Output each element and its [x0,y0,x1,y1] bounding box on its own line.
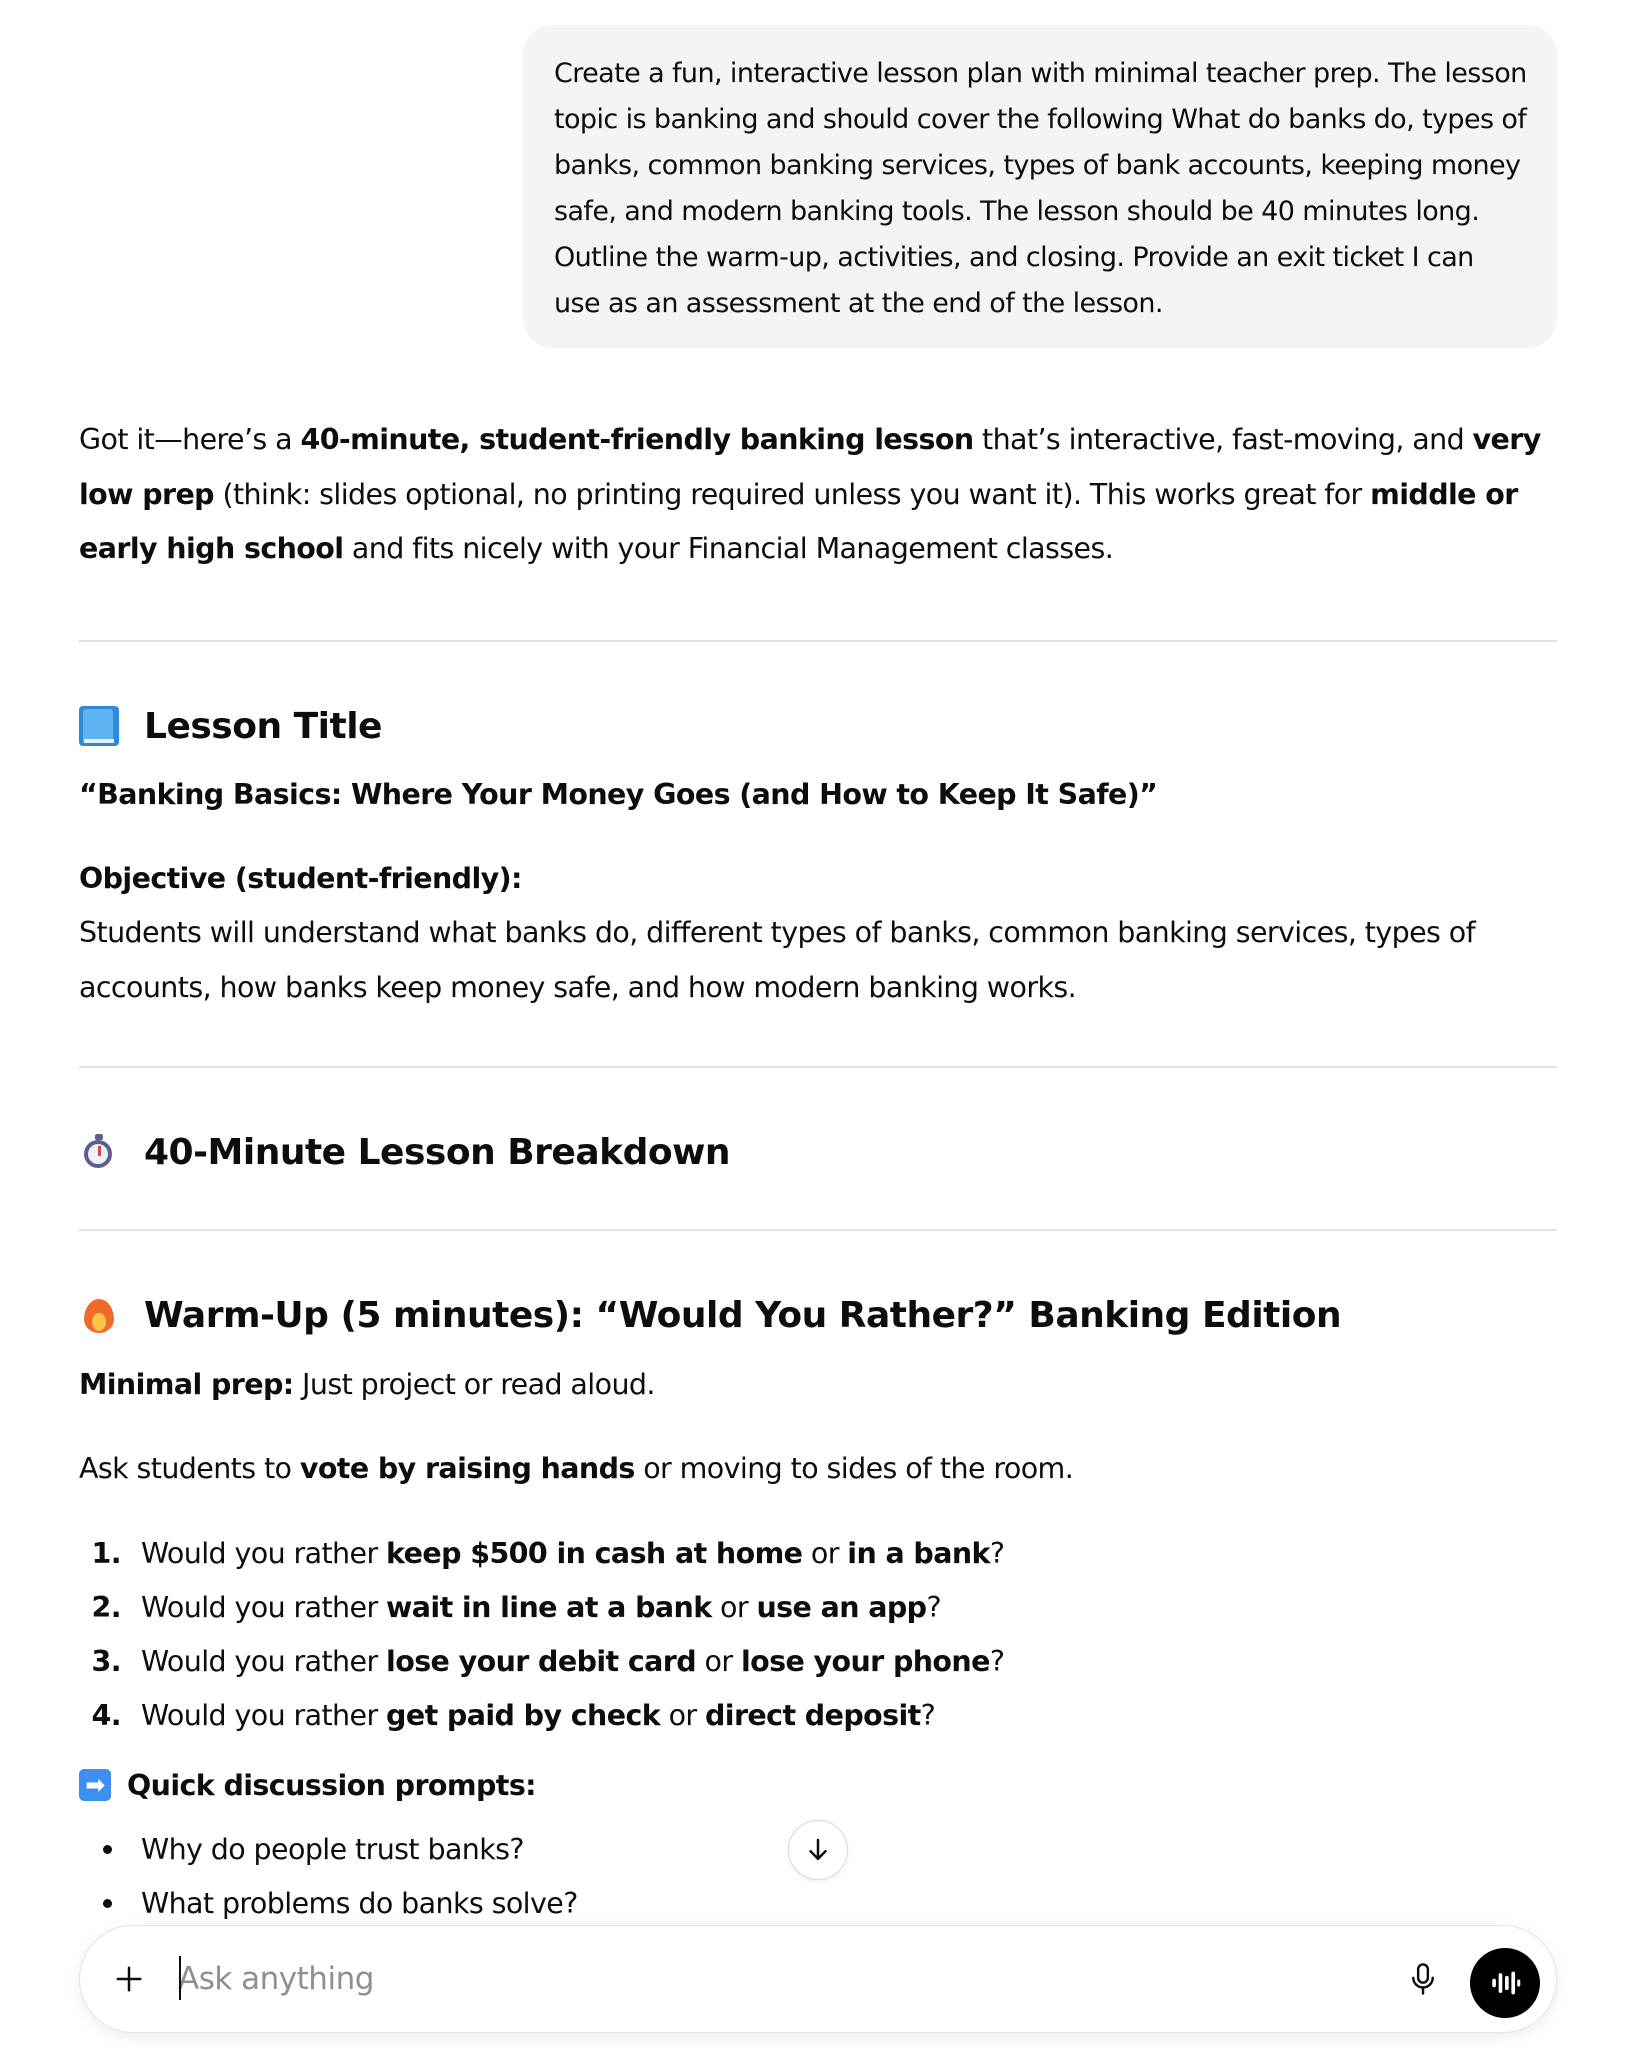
fire-icon [79,1295,119,1335]
user-message-text: Create a fun, interactive lesson plan with minimal teacher prep. The lesson topic is banking and should cover the following What do banks do, types of banks, common banking services, types of bank accounts, keeping money safe, and modern banking tools. The lesson should be 40 minutes long. Outline the warm-up, activities, and closing. Provide an exit ticket I can use as an assessment at the end of the lesson. [554,58,1527,319]
stopwatch-icon [79,1132,119,1172]
right-arrow-icon: ➡ [79,1769,111,1801]
lesson-title-text: “Banking Basics: Where Your Money Goes (and How to Keep It Safe)” [79,778,1158,811]
message-composer [79,1925,1557,2033]
vote-instruction: Ask students to vote by raising hands or moving to sides of the room. [79,1452,1074,1485]
user-message-bubble [523,25,1557,348]
arrow-down-icon [803,1835,833,1865]
scroll-to-bottom-button[interactable] [788,1820,848,1880]
lesson-title-heading: Lesson Title [79,702,382,750]
blue-book-icon [79,706,119,746]
list-item: Why do people trust banks? [79,1822,578,1876]
minimal-prep-line: Minimal prep: Just project or read aloud. [79,1368,655,1401]
divider [79,1066,1557,1068]
text-caret [179,1956,181,2000]
bullet [79,1899,141,1908]
list-item: 2. Would you rather wait in line at a bank or use an app? [91,1590,941,1624]
plus-icon [114,1964,144,1994]
would-you-rather-list [79,1526,1004,1742]
list-item: 1. Would you rather keep $500 in cash at home or in a bank? [91,1536,1005,1570]
add-attachment-button[interactable] [106,1956,152,2002]
breakdown-heading: 40-Minute Lesson Breakdown [79,1128,730,1176]
list-item: 4. Would you rather get paid by check or direct deposit? [91,1698,936,1732]
divider [79,1229,1557,1231]
objective-text: Students will understand what banks do, different types of banks, common banking services, types of accounts, how banks keep money safe, and how modern banking works. [79,916,1476,1004]
prompt-input[interactable] [178,1956,1378,2002]
intro-paragraph: Got it—here’s a 40-minute, student-friendly banking lesson that’s interactive, fast-moving, and very low prep (think: slides optional, no printing required unless you want it). This works great for middle or early high school and fits nicely with your Financial Management classes. [79,423,1541,565]
bullet [79,1845,141,1854]
voice-mode-button[interactable] [1470,1948,1540,2018]
microphone-icon [1408,1962,1438,1996]
waveform-icon [1488,1966,1522,2000]
dictate-button[interactable] [1400,1956,1446,2002]
divider [79,640,1557,642]
objective-label: Objective (student-friendly): [79,862,522,895]
list-item: What problems do banks solve? [79,1876,578,1930]
discussion-prompts-list [79,1822,578,1930]
warmup-heading: Warm-Up (5 minutes): “Would You Rather?” Banking Edition [79,1291,1341,1339]
list-item: 3. Would you rather lose your debit card or lose your phone? [91,1644,1005,1678]
discussion-prompts-label: ➡ Quick discussion prompts: [79,1764,536,1806]
